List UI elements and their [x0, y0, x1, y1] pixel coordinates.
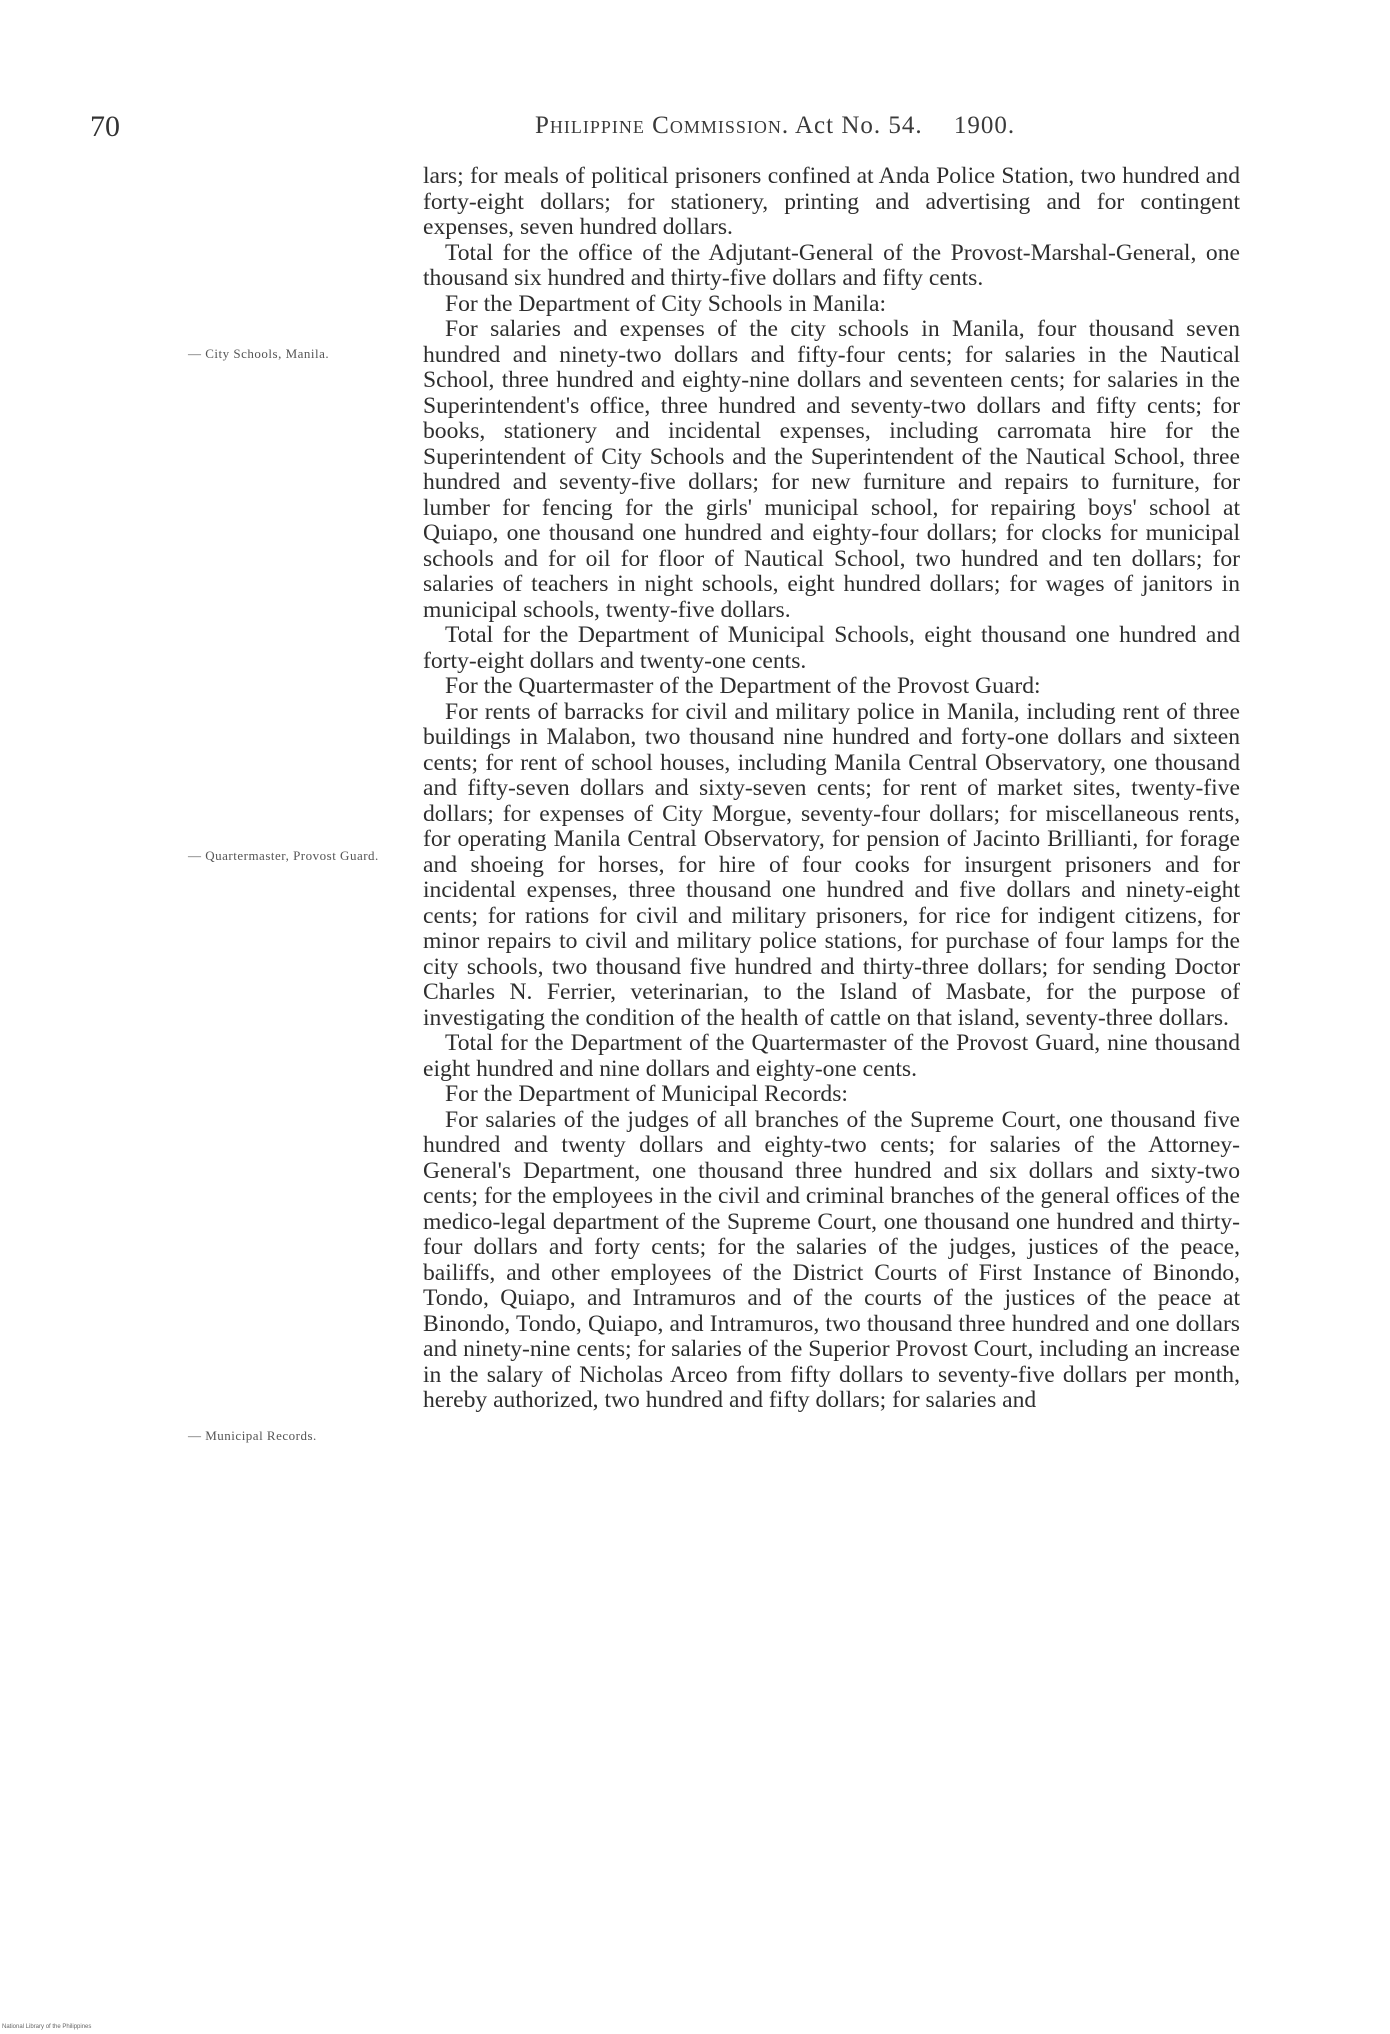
header-act: Act No. 54. [794, 112, 923, 139]
paragraph: lars; for meals of political prisoners confined at Anda Police Station, two hundred and forty-eight dollars; for stationery, printing and advertising and for contingent expenses, seven hundred dollars. [423, 163, 1240, 240]
paragraph: Total for the office of the Adjutant-General of the Provost-Marshal-General, one thousand six hundred and thirty-five dollars and fifty cents. [423, 239, 1240, 291]
page-number: 70 [90, 110, 120, 143]
running-header [535, 112, 1015, 140]
paragraph: For salaries of the judges of all branches of the Supreme Court, one thousand five hundred and twenty dollars and eighty-two cents; for salaries of the Attorney-General's Department, one thousand three hundred and six dollars and sixty-two cents; for the employees in the civil and criminal branches of the general offices of the medico-legal department of the Supreme Court, one thousand one hundred and thirty-four dollars and forty cents; for the salaries of the judges, justices of the peace, bailiffs, and other employees of the District Courts of First Instance of Binondo, Tondo, Quiapo, and Intramuros and of the courts of the justices of the peace at Binondo, Tondo, Quiapo, and Intramuros, two thousand three hundred and one dollars and ninety-nine cents; for salaries of the Superior Provost Court, including an increase in the salary of Nicholas Arceo from fifty dollars to seventy-five dollars per month, hereby authorized, two hundred and fifty dollars; for salaries and [423, 1106, 1240, 1413]
paragraph: For rents of barracks for civil and military police in Manila, including rent of three buildings in Malabon, two thousand nine hundred and forty-one dollars and sixteen cents; for rent of school houses, including Manila Central Observatory, one thousand and fifty-seven dollars and sixty-seven cents; for rent of market sites, twenty-five dollars; for expenses of City Morgue, seventy-four dollars; for miscellaneous rents, for operating Manila Central Observatory, for pension of Jacinto Brillianti, for forage and shoeing for horses, for hire of four cooks for insurgent prisoners and for incidental expenses, three thousand one hundred and five dollars and ninety-eight cents; for rations for civil and military prisoners, for rice for indigent citizens, for minor repairs to civil and military police stations, for purchase of four lamps for the city schools, two thousand five hundred and thirty-three dollars; for sending Doctor Charles N. Ferrier, veterinarian, to the Island of Masbate, for the purpose of investigating the condition of the health of cattle on that island, seventy-three dollars. [423, 698, 1240, 1031]
section-heading-municipal-records: For the Department of Municipal Records: [445, 1081, 848, 1107]
paragraph: Total for the Department of Municipal Schools, eight thousand one hundred and forty-eight dollars and twenty-one cents. [423, 622, 1240, 674]
paragraph: Total for the Department of the Quartermaster of the Provost Guard, nine thousand eight hundred and nine dollars and eighty-one cents. [423, 1030, 1240, 1082]
section-heading-city-schools: For the Department of City Schools in Manila: [445, 290, 887, 317]
body-text [423, 164, 1240, 1414]
margin-note-city-schools: — City Schools, Manila. [188, 346, 330, 361]
paragraph: For salaries and expenses of the city schools in Manila, four thousand seven hundred and ninety-two dollars and fifty-four cents; for salaries in the Nautical School, three hundred and eighty-nine dollars and seventeen cents; for salaries in the Superintendent's office, three hundred and seventy-two dollars and fifty cents; for books, stationery and incidental expenses, including carromata hire for the Superintendent of City Schools and the Superintendent of the Nautical School, three hundred and seventy-five dollars; for new furniture and repairs to furniture, for lumber for fencing for the girls' municipal school, for repairing boys' school at Quiapo, one thousand one hundred and eighty-four dollars; for clocks for municipal schools and for oil for floor of Nautical School, two hundred and ten dollars; for salaries of teachers in night schools, eight hundred dollars; for wages of janitors in municipal schools, twenty-five dollars. [423, 316, 1240, 623]
margin-note-quartermaster: — Quartermaster, Provost Guard. [188, 848, 379, 863]
header-year: 1900. [953, 112, 1016, 139]
header-title: Philippine Commission. [535, 112, 790, 139]
section-heading-quartermaster: For the Quartermaster of the Department of the Provost Guard: [445, 673, 1041, 699]
margin-note-municipal-records: — Municipal Records. [188, 1428, 317, 1443]
footer-stamp: National Library of the Philippines [2, 2024, 92, 2030]
